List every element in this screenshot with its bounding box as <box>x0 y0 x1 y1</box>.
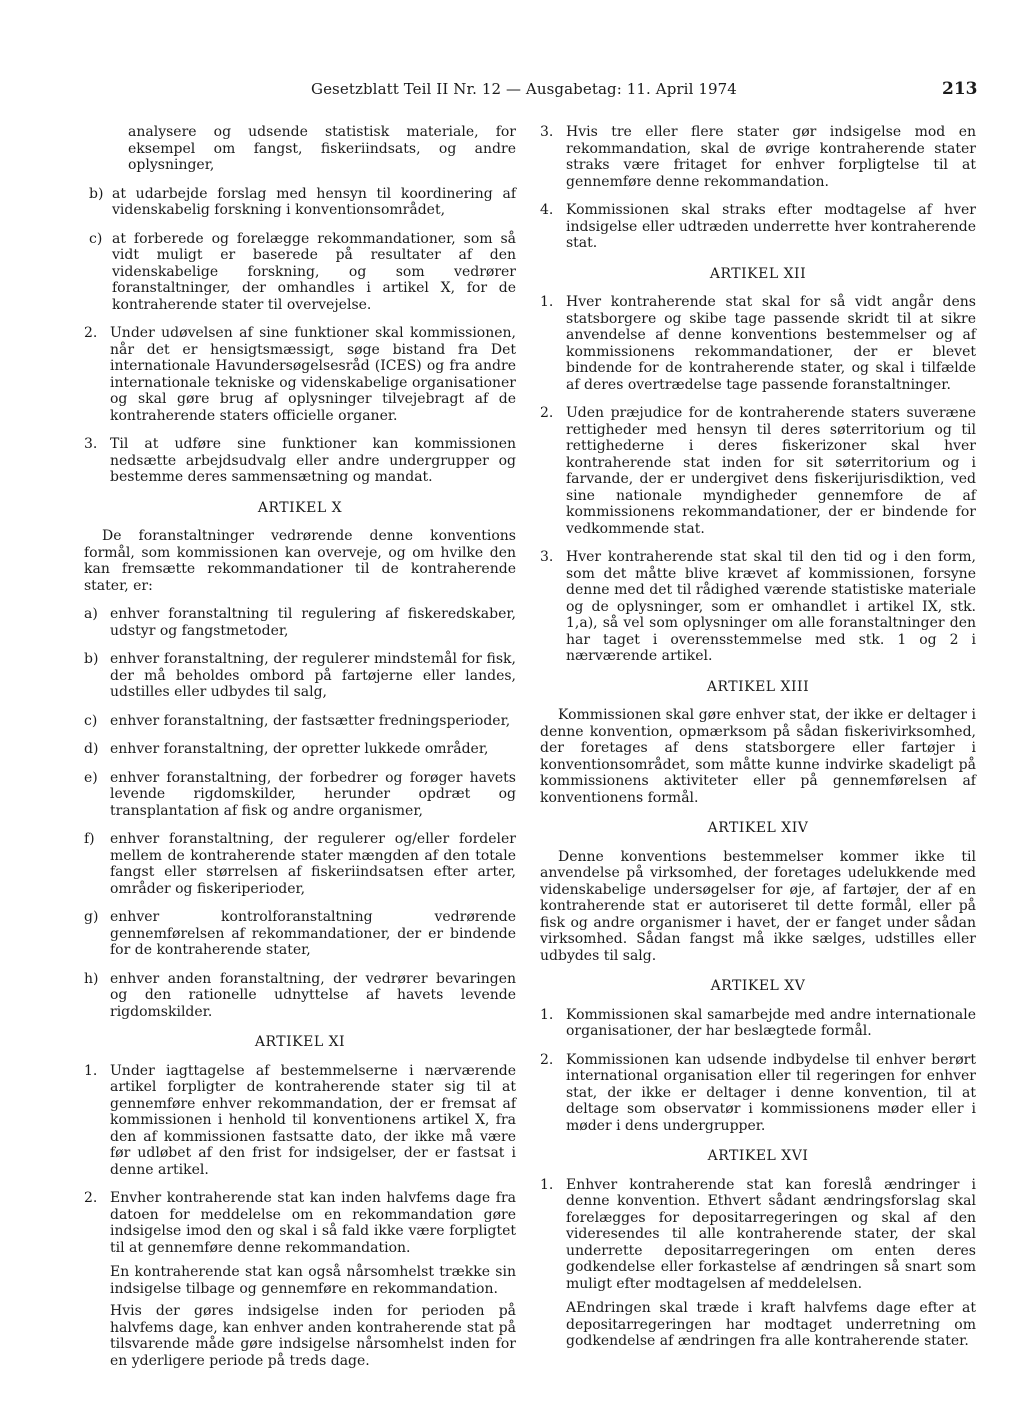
article-xiv-text: Denne konventions bestemmelser kommer ikke til anvendelse på virksomhed, der foretages udelukkende med videnskabelige undersøgelser for øje, af fartøjer, der af en kontraherende stat er autoriseret til dette formål, eller på fisk og andre organismer i havet, der er fanget under sådan virksomhed. Sådan fangst må ikke sælges, udstilles eller udbydes til salg. <box>540 848 976 964</box>
article-heading-xiv: ARTIKEL XIV <box>707 820 809 836</box>
list-item: a) enhver foranstaltning til regulering af fiskeredskaber, udstyr og fangstmetoder, <box>84 606 516 639</box>
numbered-item: 1. Kommissionen skal samarbejde med andre internationale organisationer, der har beslægtede formål. <box>540 1006 976 1039</box>
numbered-item: 1. Enhver kontraherende stat kan foreslå ændringer i denne konvention. Ethvert sådant ændringsforslag skal forelægges for depositarregeringen og skal af den videresendes til alle kontraherende stater, der skal underrette depositarregeringen om enten deres godkendelse eller forkastelse af ændringen så snart som muligt efter modtagelsen af meddelelsen. <box>540 1176 976 1292</box>
numbered-item: 3. Til at udføre sine funktioner kan kommissionen nedsætte arbejdsudvalg eller andre undergrupper og bestemme deres sammensætning og mandat. <box>84 436 516 485</box>
list-item: e) enhver foranstaltning, der forbedrer og forøger havets levende rigdomskilder, herunder opdræt og transplantation af fisk og andre organismer, <box>84 769 516 819</box>
list-item: c) enhver foranstaltning, der fastsætter fredningsperioder, <box>84 712 511 729</box>
list-item: h) enhver anden foranstaltning, der vedrører bevaringen og den rationelle udnyttelse af havets levende rigdomskilder. <box>84 970 516 1020</box>
article-heading-xiii: ARTIKEL XIII <box>706 678 810 695</box>
numbered-item: 2. Uden præjudice for de kontraherende staters suveræne rettigheder med hensyn til deres søterritorium og til rettighederne i deres fiskerizoner skal hver kontraherende stat inden for sit søterritorium og i farvande, der er undergivet dens fiskerijurisdiktion, ved sine nationale myndigheder gennemfore de af kommissionens rekommandationer, der er bindende for vedkommende stat. <box>540 405 976 537</box>
numbered-item: 1. Hver kontraherende stat skal for så vidt angår dens statsborgere og skibe tage passende skridt til at sikre anvendelse af denne konventions bestemmelser og af kommissionens rekommandationer, der er blevet bindende for de kontraherende stater, og skal i tilfælde af deres overtrædelse tage passende foranstaltninger. <box>540 294 976 393</box>
continuation-text: analysere og udsende statistisk materiale, for eksempel om fangst, fiskeriindsats, og andre oplysninger, <box>128 124 516 173</box>
article-heading-xvi: ARTIKEL XVI <box>707 1148 809 1164</box>
list-item: g) enhver kontrolforanstaltning vedrørende gennemførelsen af rekommandationer, der er bindende for de kontraherende stater, <box>84 909 516 958</box>
article-heading-xv: ARTIKEL XV <box>710 978 806 994</box>
numbered-item: 2. Under udøvelsen af sine funktioner skal kommissionen, når det er hensigtsmæssigt, søge bistand fra Det internationale Havundersøgelsesråd (ICES) og fra andre internationale tekniske og videnskabelige organisationer og skal gøre brug af oplysninger tilvejebragt af de kontraherende staters officielle organer. <box>84 325 516 424</box>
list-item: b) enhver foranstaltning, der regulerer mindstemål for fisk, der må beholdes ombord på fartøjerne eller landes, udstilles eller udbydes til salg, <box>84 651 516 700</box>
numbered-item: 4. Kommissionen skal straks efter modtagelse af hver indsigelse eller udtræden underrette hver kontraherende stat. <box>540 202 976 251</box>
list-item: d) enhver foranstaltning, der opretter lukkede områder, <box>84 741 489 757</box>
article-heading-x: ARTIKEL X <box>257 499 343 516</box>
page-number: 213 <box>942 79 978 99</box>
numbered-item: 3. Hver kontraherende stat skal til den tid og i den form, som det måtte blive krævet af kommissionen, forsyne denne med det til rådighed værende statistiske materiale og de oplysninger, som er omhandlet i artikel IX, stk. 1,a), så vel som oplysninger om alle foranstaltninger den har taget i overensstemmelse med stk. 1 og 2 i nærværende artikel. <box>540 549 976 664</box>
sub-paragraph: AEndringen skal træde i kraft halvfems dage efter at depositarregeringen har modtaget underretning om godkendelse af ændringen fra alle kontraherende stater. <box>566 1300 976 1349</box>
article-x-intro: De foranstaltninger vedrørende denne konventions formål, som kommissionen kan overveje, og om hvilke den kan fremsætte rekommandationer til de kontraherende stater, er: <box>84 528 516 594</box>
numbered-item: 3. Hvis tre eller flere stater gør indsigelse mod en rekommandation, skal de øvrige kontraherende stater straks være fritaget for enhver forpligtelse til at gennemføre denne rekommandation. <box>540 124 976 190</box>
numbered-item: 2. Envher kontraherende stat kan inden halvfems dage fra datoen for meddelelse om en rekommandation gøre indsigelse imod den og skal i så fald ikke være forpligtet til at gennemføre denne rekommandation. <box>84 1190 516 1256</box>
numbered-item: 2. Kommissionen kan udsende indbydelse til enhver berørt international organisation eller til regeringen for enhver stat, der ikke er deltager i denne konvention, til at deltage som observatør i kommissionens møder eller i møder i dens undergrupper. <box>540 1051 976 1134</box>
article-heading-xi: ARTIKEL XI <box>254 1034 346 1050</box>
article-xiii-text: Kommissionen skal gøre enhver stat, der ikke er deltager i denne konvention, opmærksom på sådan fiskerivirksomhed, der foretages af dens statsborgere eller fartøjer i konventionsområdet, som måtte kunne indvirke skadeligt på kommissionens aktiviteter eller på gennemførelsen af konventionens formål. <box>540 707 976 806</box>
list-item: b) at udarbejde forslag med hensyn til koordinering af videnskabelig forskning i konventionsområdet, <box>89 185 516 218</box>
numbered-item: 1. Under iagttagelse af bestemmelserne i nærværende artikel forpligter de kontraherende stater sig til at gennemføre enhver rekommandation, der er fremsat af kommissionen i henhold til konventionens artikel X, fra den af kommissionen fastsatte dato, der ikke må være før udløbet af den frist for indsigelser, der er fastsat i denne artikel. <box>84 1062 516 1178</box>
article-heading-xii: ARTIKEL XII <box>709 265 807 282</box>
left-column <box>84 124 516 1379</box>
right-column <box>540 124 976 1360</box>
sub-paragraph: Hvis der gøres indsigelse inden for perioden på halvfems dage, kan enhver anden kontraherende stat på tilsvarende måde gøre indsigelse nårsomhelst inden for en yderligere periode på treds dage. <box>110 1303 516 1369</box>
list-item: c) at forberede og forelægge rekommandationer, som så vidt muligt er baserede på resultater af den videnskabelige forskning, og som vedrører foranstaltninger, der omhandles i artikel X, for de kontraherende stater til overvejelse. <box>89 230 516 313</box>
list-item: f) enhver foranstaltning, der regulerer og/eller fordeler mellem de kontraherende stater mængden af den totale fangst eller størrelsen af fiskeriindsatsen efter arter, områder og fiskeriperioder, <box>84 831 516 897</box>
sub-paragraph: En kontraherende stat kan også nårsomhelst trække sin indsigelse tilbage og gennemføre en rekommandation. <box>110 1264 516 1297</box>
running-head: Gesetzblatt Teil II Nr. 12 — Ausgabetag: 11. April 1974 <box>311 80 737 98</box>
